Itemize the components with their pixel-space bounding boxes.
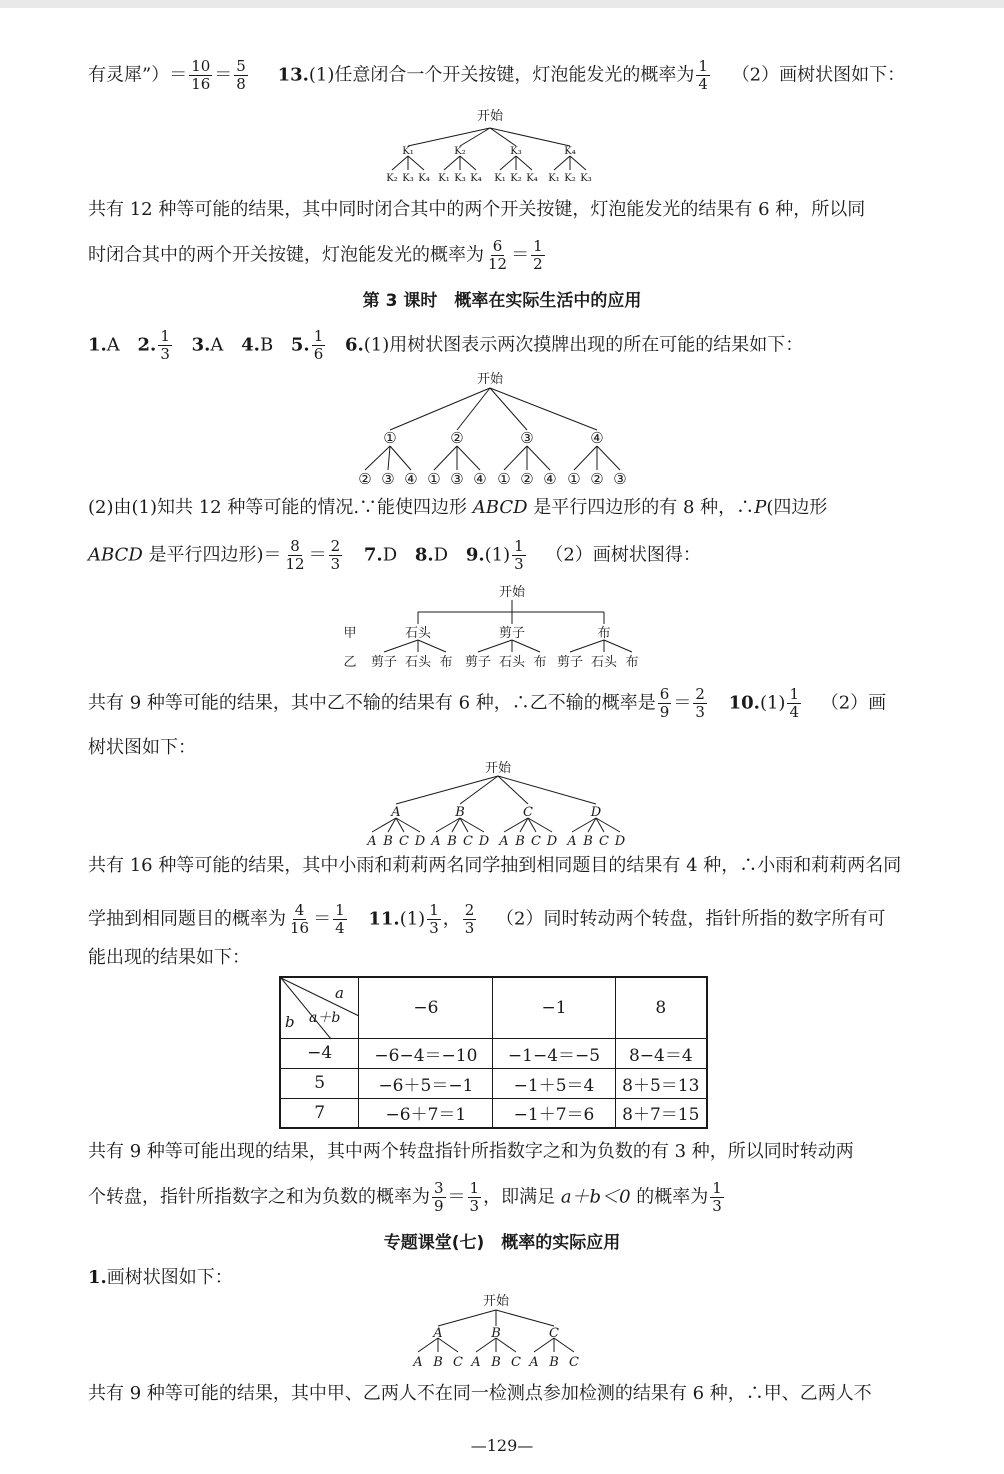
answer: B (259, 334, 274, 356)
table-cell: 8＋5＝13 (615, 1068, 707, 1098)
table-cell: −1＋7＝6 (493, 1098, 615, 1128)
tree-leaf: ② (520, 470, 534, 488)
text: 有灵犀”）＝ (88, 64, 188, 86)
text: （2）同时转动两个转盘，指针所指的数字所有可 (496, 908, 886, 930)
tree-leaf: ④ (473, 470, 487, 488)
text: (2)由(1)知共 12 种等可能的情况.∵能使四边形 (88, 497, 473, 518)
row-header: 7 (280, 1098, 359, 1128)
text: ＝ (308, 544, 327, 566)
tree-leaf: K₃ (580, 173, 592, 184)
tree-level-label: 乙 (343, 655, 357, 670)
tree-leaf: C (453, 1355, 463, 1370)
tree-leaf: C (399, 834, 409, 849)
fraction: $\frac{3}{9}$ (434, 1179, 444, 1215)
tree-leaf: C (511, 1355, 521, 1370)
text: 个转盘，指针所指数字之和为负数的概率为 (88, 1186, 430, 1208)
tree-leaf: K₂ (564, 173, 576, 184)
tree-leaf: ③ (450, 470, 464, 488)
tree-leaf: A (367, 834, 377, 849)
section-title: 专题课堂(七) 概率的实际应用 (383, 1233, 621, 1253)
question-number: 2. (137, 334, 157, 356)
table-cell: −1−4＝−5 (493, 1038, 615, 1068)
fraction: $\frac{1}{3}$ (712, 1179, 722, 1215)
tree-leaf: A (499, 834, 509, 849)
math-expression: a＋b＜0 (560, 1186, 631, 1208)
tree-node: D (590, 805, 602, 820)
tree-leaf: D (478, 834, 490, 849)
tree-leaf: K₄ (418, 173, 430, 184)
row-header: 5 (280, 1068, 359, 1098)
fraction: $\frac{2}{3}$ (330, 537, 341, 573)
fraction: $\frac{4}{16}$ (290, 901, 310, 937)
tree-leaf: 剪子 (370, 655, 398, 670)
question-number: 8. (414, 544, 434, 566)
text: (四边形 (766, 497, 828, 518)
tree-node: K₃ (510, 146, 522, 157)
tree-leaf: B (447, 834, 457, 849)
question-number: 6. (344, 334, 364, 356)
tree-leaf: ① (497, 470, 511, 488)
text: （2）画 (820, 692, 887, 714)
tree-leaf: K₄ (470, 173, 482, 184)
text: 树状图如下： (88, 737, 196, 758)
text: ， (442, 908, 461, 930)
fraction: $\frac{2}{3}$ (695, 685, 705, 721)
text: ＝ (511, 244, 530, 266)
tree-leaf: ② (358, 470, 372, 488)
tree-leaf: ④ (543, 470, 557, 488)
tree-leaf: K₃ (454, 173, 466, 184)
tree-leaf: B (549, 1355, 559, 1370)
table-cell: −6＋7＝1 (359, 1098, 493, 1128)
fraction: $\frac{5}{8}$ (236, 57, 246, 93)
corner-a: a (335, 984, 344, 1002)
tree-leaf: D (414, 834, 426, 849)
text: (1) (484, 544, 511, 566)
tree-leaf: 剪子 (464, 655, 492, 670)
tree-leaf: K₂ (386, 173, 398, 184)
tree-node: C (549, 1326, 559, 1341)
math-symbol: ABCD (472, 497, 528, 518)
tree-node: ② (450, 429, 464, 447)
text: 共有 9 种等可能的结果，其中甲、乙两人不在同一检测点参加检测的结果有 6 种，∴甲、乙两人不 (88, 1383, 872, 1404)
tree-leaf: ② (590, 470, 604, 488)
text: （2）画树状图得： (545, 544, 701, 566)
tree-node: ④ (590, 429, 604, 447)
fraction: $\frac{1}{3}$ (160, 327, 170, 363)
tree-leaf: 剪子 (556, 655, 584, 670)
tree-leaf: K₂ (510, 173, 522, 184)
fraction: $\frac{1}{6}$ (313, 327, 324, 363)
table-cell: −1＋5＝4 (493, 1068, 615, 1098)
tree-leaf: ③ (381, 470, 395, 488)
question-number: 9. (465, 544, 485, 566)
tree-leaf: ④ (404, 470, 418, 488)
tree-node: C (523, 805, 533, 820)
text: （2）画树状图如下： (731, 64, 906, 86)
tree-root: 开始 (476, 109, 504, 124)
tree-root: 开始 (498, 585, 526, 600)
row-header: −4 (280, 1038, 359, 1068)
tree-level-label: 甲 (343, 626, 357, 641)
fraction: $\frac{1}{2}$ (533, 237, 543, 273)
fraction: $\frac{8}{12}$ (285, 537, 305, 573)
table-cell: 8＋7＝15 (615, 1098, 707, 1128)
tree-node: K₄ (564, 146, 576, 157)
question-number: 7. (363, 544, 383, 566)
tree-node: 石头 (404, 626, 432, 641)
tree-node: K₁ (402, 146, 414, 157)
question-number: 13. (277, 64, 309, 86)
tree-root: 开始 (482, 1294, 510, 1309)
math-symbol: ABCD (88, 544, 143, 566)
tree-leaf: A (413, 1355, 423, 1370)
text: (1) (759, 692, 786, 714)
tree-node: ③ (520, 429, 534, 447)
text: 画树状图如下： (106, 1267, 233, 1288)
tree-node: B (491, 1326, 501, 1341)
text: ＝ (447, 1186, 466, 1208)
tree-leaf: B (583, 834, 593, 849)
tree-leaf: ① (567, 470, 581, 488)
fraction: $\frac{1}{3}$ (429, 901, 439, 937)
col-header: −1 (493, 977, 615, 1038)
tree-leaf: D (614, 834, 626, 849)
tree-leaf: 石头 (590, 655, 618, 670)
page-number: —129— (470, 1436, 534, 1455)
fraction: $\frac{1}{4}$ (789, 685, 799, 721)
tree-node: 布 (597, 626, 611, 641)
text: ，即满足 (483, 1186, 561, 1208)
tree-leaf: K₄ (526, 173, 538, 184)
text: 能出现的结果如下： (88, 947, 250, 968)
tree-leaf: C (531, 834, 541, 849)
text: 是平行四边形的有 8 种，∴ (527, 497, 755, 518)
text: ＝ (673, 692, 692, 714)
tree-node: A (391, 805, 401, 820)
tree-leaf: 布 (625, 655, 639, 670)
text: (1)用树状图表示两次摸牌出现的所在可能的结果如下： (363, 334, 804, 356)
tree-leaf: B (383, 834, 393, 849)
question-number: 5. (290, 334, 310, 356)
tree-node: B (455, 805, 465, 820)
tree-leaf: A (471, 1355, 481, 1370)
tree-leaf: 布 (533, 655, 547, 670)
fraction: $\frac{1}{4}$ (698, 57, 708, 93)
fraction: $\frac{10}{16}$ (191, 57, 211, 93)
question-number: 1. (88, 1267, 107, 1288)
text: 共有 9 种等可能出现的结果，其中两个转盘指针所指数字之和为负数的有 3 种，所以同时转动两 (88, 1141, 854, 1162)
text: ＝ (313, 908, 332, 930)
fraction: $\frac{1}{3}$ (514, 537, 524, 573)
col-header: 8 (615, 977, 707, 1038)
tree-leaf: K₁ (438, 173, 450, 184)
text: 时闭合其中的两个开关按键，灯泡能发光的概率为 (88, 244, 484, 266)
tree-leaf: K₁ (494, 173, 506, 184)
text: (1)任意闭合一个开关按键，灯泡能发光的概率为 (308, 64, 695, 86)
section-title: 第 3 课时 概率在实际生活中的应用 (362, 291, 642, 311)
tree-leaf: ① (427, 470, 441, 488)
answer: A (210, 334, 224, 356)
tree-leaf: A (529, 1355, 539, 1370)
text: ＝ (214, 64, 233, 86)
question-number: 3. (191, 334, 211, 356)
text: 共有 12 种等可能的结果，其中同时闭合其中的两个开关按键，灯泡能发光的结果有 6 种，所以同 (88, 199, 866, 220)
tree-node: A (433, 1326, 443, 1341)
question-number: 11. (368, 908, 400, 930)
corner-b: b (285, 1013, 295, 1031)
tree-node: K₂ (454, 146, 466, 157)
tree-leaf: K₃ (402, 173, 414, 184)
tree-leaf: C (569, 1355, 579, 1370)
table-cell: −6＋5＝−1 (359, 1068, 493, 1098)
tree-leaf: 石头 (404, 655, 432, 670)
tree-node: ① (383, 429, 397, 447)
tree-root: 开始 (484, 761, 512, 776)
tree-leaf: A (567, 834, 577, 849)
tree-leaf: B (433, 1355, 443, 1370)
fraction: $\frac{6}{9}$ (659, 685, 670, 721)
tree-leaf: K₁ (548, 173, 560, 184)
fraction: $\frac{2}{3}$ (464, 901, 475, 937)
answer: A (106, 334, 120, 356)
fraction: $\frac{6}{12}$ (488, 237, 508, 273)
tree-root: 开始 (476, 372, 504, 387)
fraction: $\frac{1}{4}$ (335, 901, 345, 937)
tree-node: 剪子 (498, 626, 526, 641)
corner-sum: a＋b (309, 1010, 341, 1026)
tree-leaf: A (431, 834, 441, 849)
tree-leaf: D (546, 834, 558, 849)
tree-leaf: B (515, 834, 525, 849)
table-cell: −6−4＝−10 (359, 1038, 493, 1068)
tree-leaf: C (463, 834, 473, 849)
tree-leaf: C (599, 834, 609, 849)
answer: D (433, 544, 449, 566)
text: 共有 16 种等可能的结果，其中小雨和莉莉两名同学抽到相同题目的结果有 4 种，∴小雨和莉莉两名同 (88, 855, 902, 876)
tree-leaf: 布 (439, 655, 453, 670)
fraction: $\frac{1}{3}$ (469, 1179, 480, 1215)
answer: D (382, 544, 398, 566)
question-number: 1. (88, 334, 107, 356)
tree-leaf: 石头 (498, 655, 526, 670)
question-number: 4. (241, 334, 260, 356)
text: 的概率为 (630, 1186, 709, 1208)
table-cell: 8−4＝4 (615, 1038, 707, 1068)
math-symbol: P (754, 497, 767, 518)
question-number: 10. (728, 692, 760, 714)
text: (1) (399, 908, 426, 930)
col-header: −6 (359, 977, 493, 1038)
tree-leaf: ③ (613, 470, 627, 488)
text: 共有 9 种等可能的结果，其中乙不输的结果有 6 种，∴乙不输的概率是 (88, 692, 656, 714)
text: 是平行四边形)＝ (142, 544, 282, 566)
tree-leaf: B (491, 1355, 501, 1370)
text-line (88, 1380, 944, 1408)
text: 学抽到相同题目的概率为 (88, 908, 286, 930)
